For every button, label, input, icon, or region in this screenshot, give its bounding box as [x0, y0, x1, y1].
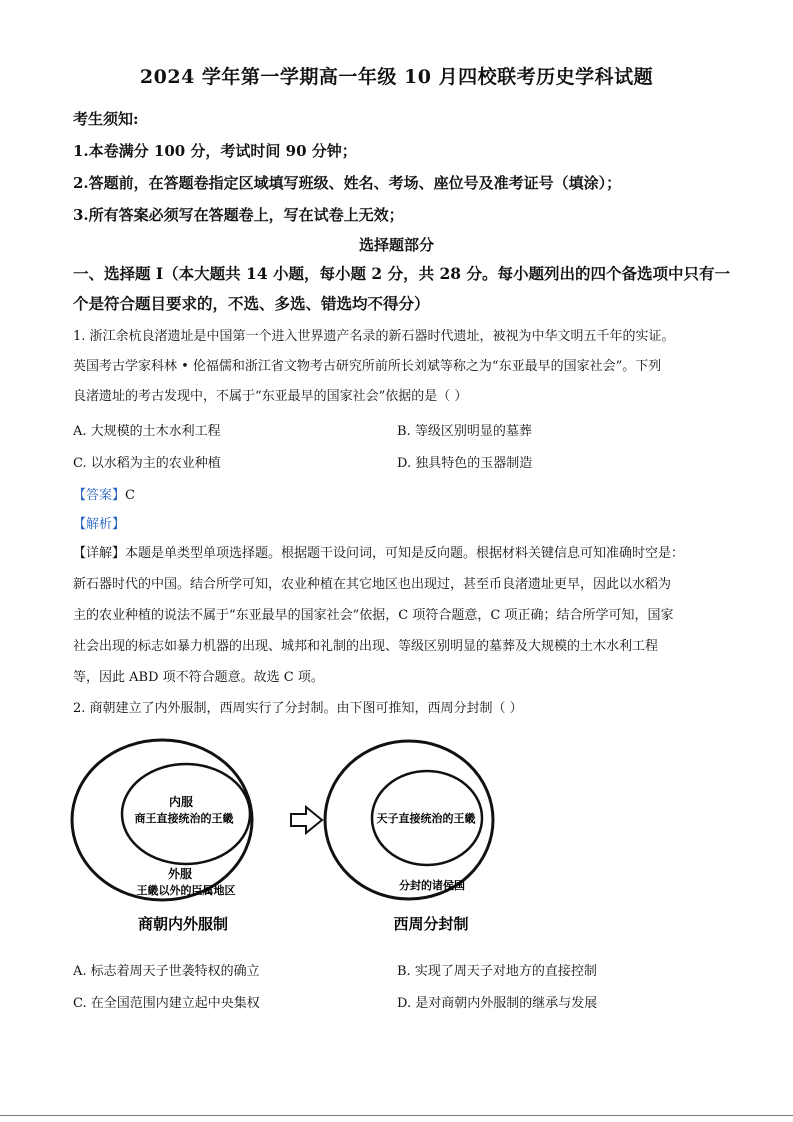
detail-line-2: 新石器时代的中国。结合所学可知，农业种植在其它地区也出现过，甚至币良渚遗址更早，因此以水稻为 [73, 577, 672, 592]
page-bottom-rule [0, 1115, 793, 1116]
q1-stem-line-1: 1. 浙江余杭良渚遗址是中国第一个进入世界遗产名录的新石器时代遗址，被视为中华文明五千年的实证。 [73, 329, 675, 344]
left-caption: 商朝内外服制 [137, 915, 229, 933]
notice-item-3: 3.所有答案必须写在答题卷上，写在试卷上无效； [73, 206, 404, 224]
section-line-1: 一、选择题 I（本大题共 14 小题，每小题 2 分，共 28 分。每小题列出的四个备选项中只有一 [73, 264, 730, 283]
question-1-stem [73, 322, 733, 412]
q1-detail [73, 538, 733, 693]
analysis-label: 【解析】 [73, 517, 126, 532]
answer-value: C [125, 488, 135, 503]
right-arrow-icon [291, 807, 322, 833]
q2-option-d[interactable]: D. 是对商朝内外服制的继承与发展 [397, 996, 598, 1011]
answer-label: 【答案】 [73, 488, 126, 503]
detail-line-4: 社会出现的标志如暴力机器的出现、城邦和礼制的出现、等级区别明显的墓葬及大规模的土木水利工程 [73, 639, 659, 654]
notice-heading: 考生须知: [73, 110, 139, 128]
q1-stem-line-3: 良渚遗址的考古发现中，不属于“东亚最早的国家社会”依据的是（ ） [73, 389, 468, 404]
q1-analysis [73, 513, 125, 532]
q2-option-c[interactable]: C. 在全国范围内建立起中央集权 [73, 996, 260, 1011]
exam-title: 2024 学年第一学期高一年级 10 月四校联考历史学科试题 [139, 66, 654, 88]
q2-stem-line: 2. 商朝建立了内外服制，西周实行了分封制。由下图可推知，西周分封制（ ） [73, 701, 523, 716]
left-inner-title: 内服 [168, 795, 194, 809]
q1-option-b[interactable]: B. 等级区别明显的墓葬 [397, 424, 532, 439]
q1-option-a[interactable]: A. 大规模的土木水利工程 [73, 424, 221, 439]
detail-line-1: 本题是单类型单项选择题。根据题干设问词，可知是反向题。根据材料关键信息可知准确时空是： [125, 546, 685, 561]
right-inner-text: 天子直接统治的王畿 [376, 812, 476, 825]
q1-stem-line-2: 英国考古学家科林 • 伦福儒和浙江省文物考古研究所前所长刘斌等称之为“东亚最早的国家社会”。下列 [73, 359, 662, 374]
section-heading [73, 259, 733, 319]
notice-item-2: 2.答题前，在答题卷指定区域填写班级、姓名、考场、座位号及准考证号（填涂）； [73, 174, 622, 192]
notice-item-1: 1.本卷满分 100 分，考试时间 90 分钟； [73, 142, 357, 160]
left-outer-title: 外服 [167, 867, 193, 881]
part-title: 选择题部分 [358, 236, 434, 254]
right-outer-text: 分封的诸侯国 [399, 879, 465, 892]
q1-answer [73, 484, 135, 503]
q1-option-d[interactable]: D. 独具特色的玉器制造 [397, 456, 533, 471]
q1-option-c[interactable]: C. 以水稻为主的农业种植 [73, 456, 221, 471]
feudal-system-diagram [68, 730, 508, 940]
left-outer-sub: 王畿以外的臣属地区 [136, 884, 236, 897]
q2-option-b[interactable]: B. 实现了周天子对地方的直接控制 [397, 964, 597, 979]
detail-line-5: 等，因此 ABD 项不符合题意。故选 C 项。 [73, 670, 324, 685]
q2-option-a[interactable]: A. 标志着周天子世袭特权的确立 [73, 964, 260, 979]
question-2-stem [73, 694, 733, 724]
detail-line-3: 主的农业种植的说法不属于“东亚最早的国家社会”依据，C 项符合题意，C 项正确；结合所学可知，国家 [73, 608, 674, 623]
section-line-2: 个是符合题目要求的，不选、多选、错选均不得分） [73, 294, 430, 313]
left-inner-sub: 商王直接统治的王畿 [134, 812, 234, 825]
detail-label: 【详解】 [73, 546, 126, 561]
right-caption: 西周分封制 [393, 915, 469, 933]
